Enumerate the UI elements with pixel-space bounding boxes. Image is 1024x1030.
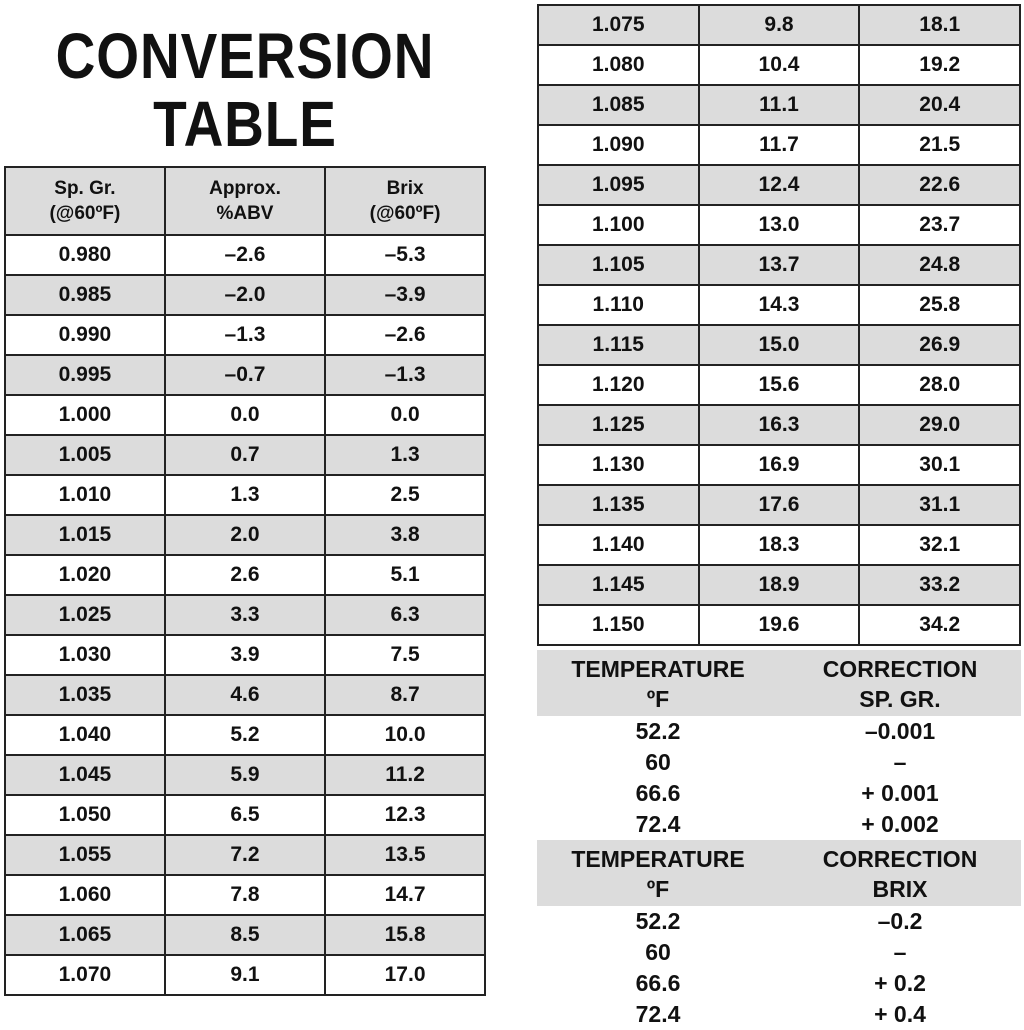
brix-cell: 34.2	[859, 605, 1020, 645]
table-row	[538, 565, 1020, 605]
brix-cell: 31.1	[859, 485, 1020, 525]
table-row	[5, 315, 485, 355]
table-row	[5, 555, 485, 595]
correction-header: CORRECTION BRIX	[822, 846, 978, 902]
table-row	[5, 595, 485, 635]
correction-cell: + 0.002	[861, 811, 939, 837]
table-row	[5, 635, 485, 675]
sp-gr-cell: 1.075	[538, 5, 699, 45]
sp-gr-cell: 1.005	[5, 435, 165, 475]
brix-cell: 29.0	[859, 405, 1020, 445]
table-row	[538, 125, 1020, 165]
abv-cell: 17.6	[699, 485, 860, 525]
table-row	[538, 285, 1020, 325]
table-row	[5, 355, 485, 395]
brix-cell: 28.0	[859, 365, 1020, 405]
conversion-table-right	[537, 4, 1021, 646]
sp-gr-cell: 1.120	[538, 365, 699, 405]
abv-cell: 18.9	[699, 565, 860, 605]
temperature-cell: 66.6	[635, 970, 681, 996]
temperature-cell: 52.2	[635, 908, 681, 934]
brix-cell: 22.6	[859, 165, 1020, 205]
abv-cell: 3.3	[165, 595, 325, 635]
abv-cell: 16.3	[699, 405, 860, 445]
table-row	[538, 205, 1020, 245]
brix-cell: 1.3	[325, 435, 485, 475]
abv-cell: –1.3	[165, 315, 325, 355]
abv-cell: 19.6	[699, 605, 860, 645]
sp-gr-cell: 1.115	[538, 325, 699, 365]
sp-gr-cell: 1.150	[538, 605, 699, 645]
abv-cell: 15.0	[699, 325, 860, 365]
brix-cell: 20.4	[859, 85, 1020, 125]
table-row	[5, 475, 485, 515]
table-row	[5, 915, 485, 955]
table-row	[5, 795, 485, 835]
temperature-header: TEMPERATURE ºF	[571, 656, 745, 712]
abv-cell: 13.0	[699, 205, 860, 245]
table-header-row	[5, 167, 485, 235]
table-row	[538, 365, 1020, 405]
sp-gr-cell: 0.990	[5, 315, 165, 355]
brix-cell: 6.3	[325, 595, 485, 635]
sp-gr-cell: 1.070	[5, 955, 165, 995]
table-row	[5, 395, 485, 435]
abv-cell: 8.5	[165, 915, 325, 955]
correction-cell: –0.2	[877, 908, 923, 934]
correction-row	[537, 937, 1021, 968]
abv-cell: –0.7	[165, 355, 325, 395]
title-line-1: CONVERSION	[55, 20, 435, 92]
sp-gr-cell: 1.040	[5, 715, 165, 755]
abv-cell: –2.0	[165, 275, 325, 315]
table-row	[538, 165, 1020, 205]
header-sp-gr: Sp. Gr. (@60ºF)	[5, 167, 165, 235]
sp-gr-cell: 1.030	[5, 635, 165, 675]
table-row	[538, 445, 1020, 485]
sp-gr-cell: 0.995	[5, 355, 165, 395]
temperature-cell: 60	[645, 749, 671, 775]
abv-cell: 11.7	[699, 125, 860, 165]
sp-gr-cell: 1.105	[538, 245, 699, 285]
abv-cell: 12.4	[699, 165, 860, 205]
table-row	[5, 835, 485, 875]
brix-cell: 33.2	[859, 565, 1020, 605]
sp-gr-cell: 0.980	[5, 235, 165, 275]
table-row	[5, 435, 485, 475]
correction-table-brix	[537, 840, 1021, 1030]
abv-cell: 13.7	[699, 245, 860, 285]
correction-row	[537, 999, 1021, 1030]
brix-cell: 26.9	[859, 325, 1020, 365]
brix-cell: 13.5	[325, 835, 485, 875]
brix-cell: –1.3	[325, 355, 485, 395]
correction-cell: + 0.001	[861, 780, 939, 806]
correction-row	[537, 968, 1021, 999]
temperature-cell: 52.2	[635, 718, 681, 744]
correction-cell: –	[893, 939, 907, 965]
sp-gr-cell: 1.095	[538, 165, 699, 205]
table-row	[538, 325, 1020, 365]
title-line-2: TABLE	[153, 88, 337, 160]
sp-gr-cell: 1.100	[538, 205, 699, 245]
correction-row	[537, 716, 1021, 747]
table-row	[5, 955, 485, 995]
table-row	[5, 275, 485, 315]
table-row	[5, 875, 485, 915]
sp-gr-cell: 1.000	[5, 395, 165, 435]
sp-gr-cell: 1.060	[5, 875, 165, 915]
sp-gr-cell: 0.985	[5, 275, 165, 315]
abv-cell: 5.9	[165, 755, 325, 795]
sp-gr-cell: 1.140	[538, 525, 699, 565]
table-row	[5, 235, 485, 275]
brix-cell: 8.7	[325, 675, 485, 715]
brix-cell: 12.3	[325, 795, 485, 835]
brix-cell: 32.1	[859, 525, 1020, 565]
conversion-table-left	[4, 166, 486, 996]
table-row	[538, 485, 1020, 525]
abv-cell: 5.2	[165, 715, 325, 755]
sp-gr-cell: 1.015	[5, 515, 165, 555]
abv-cell: 7.8	[165, 875, 325, 915]
abv-cell: 0.0	[165, 395, 325, 435]
sp-gr-cell: 1.045	[5, 755, 165, 795]
sp-gr-cell: 1.010	[5, 475, 165, 515]
table-row	[5, 715, 485, 755]
sp-gr-cell: 1.135	[538, 485, 699, 525]
temperature-cell: 72.4	[635, 1001, 681, 1027]
correction-row	[537, 778, 1021, 809]
brix-cell: 2.5	[325, 475, 485, 515]
brix-cell: 30.1	[859, 445, 1020, 485]
abv-cell: 16.9	[699, 445, 860, 485]
sp-gr-cell: 1.125	[538, 405, 699, 445]
abv-cell: 6.5	[165, 795, 325, 835]
brix-cell: 5.1	[325, 555, 485, 595]
correction-table-sp-gr	[537, 650, 1021, 840]
brix-cell: 15.8	[325, 915, 485, 955]
page-title	[34, 22, 455, 158]
abv-cell: –2.6	[165, 235, 325, 275]
correction-cell: + 0.2	[874, 970, 926, 996]
abv-cell: 15.6	[699, 365, 860, 405]
correction-row	[537, 809, 1021, 840]
abv-cell: 2.6	[165, 555, 325, 595]
sp-gr-cell: 1.110	[538, 285, 699, 325]
sp-gr-cell: 1.145	[538, 565, 699, 605]
sp-gr-cell: 1.080	[538, 45, 699, 85]
sp-gr-cell: 1.085	[538, 85, 699, 125]
sp-gr-cell: 1.065	[5, 915, 165, 955]
header-abv: Approx. %ABV	[165, 167, 325, 235]
correction-brix-header	[537, 840, 1021, 906]
correction-cell: –0.001	[864, 718, 936, 744]
abv-cell: 0.7	[165, 435, 325, 475]
temperature-cell: 66.6	[635, 780, 681, 806]
table-row	[538, 405, 1020, 445]
correction-cell: + 0.4	[874, 1001, 926, 1027]
brix-cell: 23.7	[859, 205, 1020, 245]
correction-header: CORRECTION SP. GR.	[822, 656, 978, 712]
header-brix: Brix (@60ºF)	[325, 167, 485, 235]
brix-cell: 24.8	[859, 245, 1020, 285]
brix-cell: 14.7	[325, 875, 485, 915]
table-row	[538, 45, 1020, 85]
temperature-cell: 60	[645, 939, 671, 965]
table-row	[538, 245, 1020, 285]
sp-gr-cell: 1.050	[5, 795, 165, 835]
abv-cell: 18.3	[699, 525, 860, 565]
brix-cell: 10.0	[325, 715, 485, 755]
table-row	[538, 85, 1020, 125]
sp-gr-cell: 1.025	[5, 595, 165, 635]
table-row	[538, 605, 1020, 645]
correction-cell: –	[893, 749, 907, 775]
brix-cell: 19.2	[859, 45, 1020, 85]
table-row	[538, 5, 1020, 45]
brix-cell: 11.2	[325, 755, 485, 795]
sp-gr-cell: 1.090	[538, 125, 699, 165]
brix-cell: –2.6	[325, 315, 485, 355]
abv-cell: 14.3	[699, 285, 860, 325]
brix-cell: 25.8	[859, 285, 1020, 325]
abv-cell: 1.3	[165, 475, 325, 515]
brix-cell: –3.9	[325, 275, 485, 315]
sp-gr-cell: 1.035	[5, 675, 165, 715]
abv-cell: 10.4	[699, 45, 860, 85]
table-row	[538, 525, 1020, 565]
correction-row	[537, 906, 1021, 937]
brix-cell: 3.8	[325, 515, 485, 555]
abv-cell: 2.0	[165, 515, 325, 555]
abv-cell: 4.6	[165, 675, 325, 715]
brix-cell: 21.5	[859, 125, 1020, 165]
correction-row	[537, 747, 1021, 778]
brix-cell: –5.3	[325, 235, 485, 275]
table-row	[5, 515, 485, 555]
sp-gr-cell: 1.130	[538, 445, 699, 485]
abv-cell: 9.8	[699, 5, 860, 45]
abv-cell: 3.9	[165, 635, 325, 675]
abv-cell: 7.2	[165, 835, 325, 875]
abv-cell: 9.1	[165, 955, 325, 995]
table-row	[5, 755, 485, 795]
temperature-header: TEMPERATURE ºF	[571, 846, 745, 902]
table-row	[5, 675, 485, 715]
brix-cell: 17.0	[325, 955, 485, 995]
sp-gr-cell: 1.055	[5, 835, 165, 875]
brix-cell: 0.0	[325, 395, 485, 435]
brix-cell: 7.5	[325, 635, 485, 675]
brix-cell: 18.1	[859, 5, 1020, 45]
temperature-cell: 72.4	[635, 811, 681, 837]
correction-sp-gr-header	[537, 650, 1021, 716]
sp-gr-cell: 1.020	[5, 555, 165, 595]
abv-cell: 11.1	[699, 85, 860, 125]
